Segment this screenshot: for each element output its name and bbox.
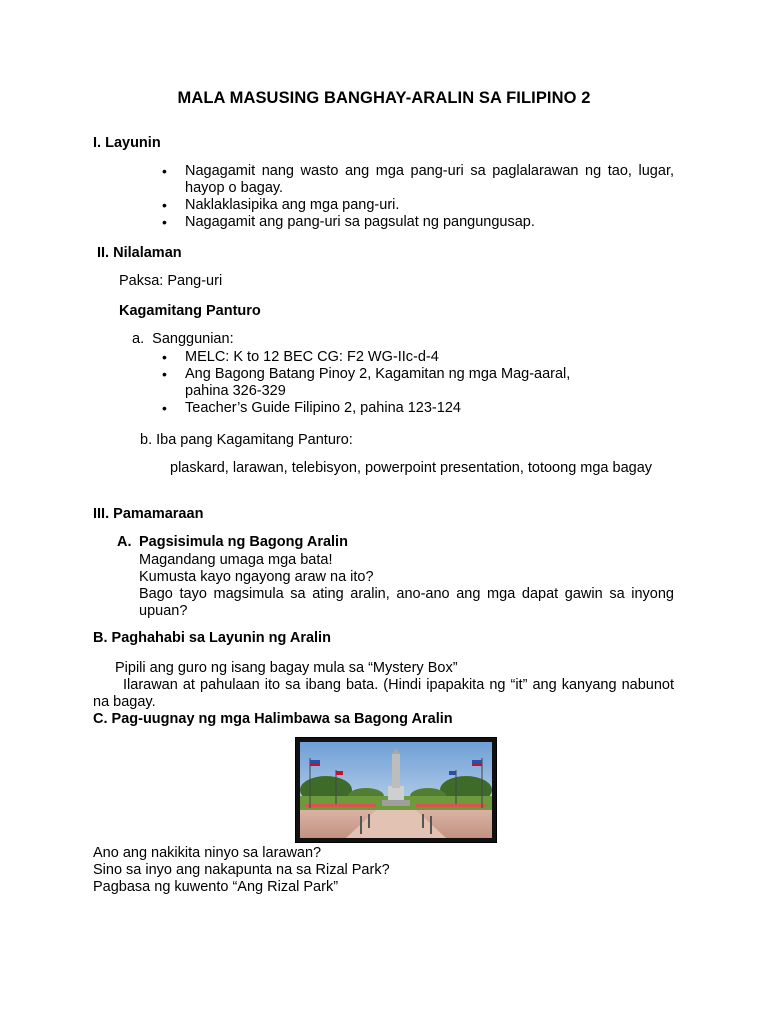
layunin-list [162,163,674,231]
section-layunin-heading: I. Layunin [93,135,161,151]
paragraph-line: Bago tayo magsimula sa ating aralin, ano-ano ang mga dapat gawin sa inyong upuan? [139,586,674,619]
reference-line: Ang Bagong Batang Pinoy 2, Kagamitan ng mga Mag-aaral, [185,366,571,382]
reference-pages: pahina 326-329 [185,383,286,399]
subsection-a-body [139,552,674,620]
sanggunian-text: Sanggunian: [152,331,234,347]
iba-pang-kagamitan-label: b. Iba pang Kagamitang Panturo: [140,432,353,448]
kagamitan-heading: Kagamitang Panturo [119,303,261,319]
paragraph-line: Pagbasa ng kuwento “Ang Rizal Park” [93,879,339,895]
paragraph-line: Ano ang nakikita ninyo sa larawan? [93,845,322,861]
list-item [162,366,682,400]
rizal-monument-image [296,738,496,842]
list-item: • Nagagamit ang pang-uri sa pagsulat ng pangungusap. [162,214,674,231]
list-item: • Naklaklasipika ang mga pang-uri. [162,197,674,214]
subsection-a-heading [117,534,768,551]
subsection-c-heading: C. Pag-uugnay ng mga Halimbawa sa Bagong Aralin [93,711,453,727]
subsection-c-body [93,845,390,896]
subsection-b-line: Pipili ang guro ng isang bagay mula sa “Mystery Box” [115,660,458,676]
paragraph-line: Magandang umaga mga bata! [139,552,333,568]
section-pamamaraan-heading: III. Pamamaraan [93,506,204,522]
iba-pang-kagamitan-text: plaskard, larawan, telebisyon, powerpoint presentation, totoong mga bagay [170,460,653,476]
paragraph-line: Sino sa inyo ang nakapunta na sa Rizal Park? [93,862,390,878]
sanggunian-list [162,349,682,417]
list-item: • Nagagamit nang wasto ang mga pang-uri sa paglalarawan ng tao, lugar, hayop o bagay. [162,163,674,197]
section-nilalaman-heading: II. Nilalaman [97,245,182,261]
document-title: MALA MASUSING BANGHAY-ARALIN SA FILIPINO 2 [177,89,591,107]
subsection-a-title: Pagsisimula ng Bagong Aralin [139,534,348,550]
rizal-park-photo [295,737,497,843]
list-item: • MELC: K to 12 BEC CG: F2 WG-IIc-d-4 [162,349,682,366]
paksa-text: Paksa: Pang-uri [119,273,223,289]
item-marker: A. [117,534,132,550]
paragraph-line: Kumusta kayo ngayong araw na ito? [139,569,374,585]
sanggunian-label [132,331,234,348]
list-item: • Teacher’s Guide Filipino 2, pahina 123-124 [162,400,682,417]
item-marker: a. [132,331,145,347]
subsection-b-heading: B. Paghahabi sa Layunin ng Aralin [93,630,331,646]
subsection-b-paragraph: Ilarawan at pahulaan ito sa ibang bata. (Hindi ipapakita ng “it” ang kanyang nabunot na bagay. [93,677,674,710]
